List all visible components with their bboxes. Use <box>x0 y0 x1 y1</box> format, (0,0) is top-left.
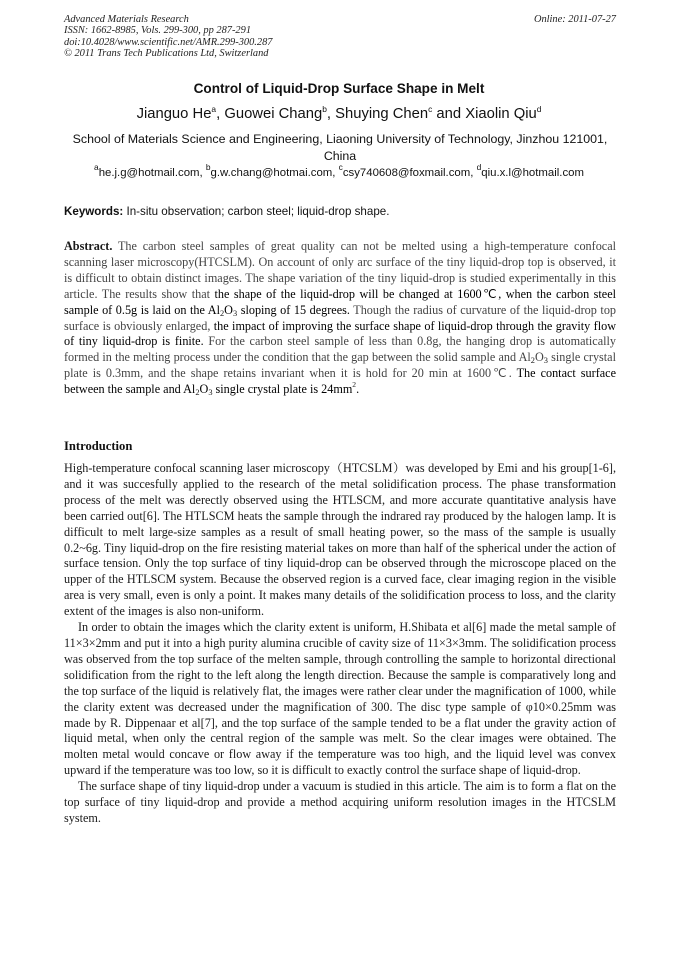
abstract-text: O <box>199 382 209 397</box>
author-mark: a <box>211 104 217 114</box>
author-mark: b <box>322 104 327 114</box>
abstract-text: single crystal plate is 0.3mm, and the shape retains invariant when it is hold for 20 min at 1600℃. <box>64 350 616 381</box>
journal-doi: doi:10.4028/www.scientific.net/AMR.299-300.287 <box>64 36 273 48</box>
email-address[interactable]: g.w.chang@hotmai.com <box>210 167 333 179</box>
keywords <box>64 205 616 219</box>
email-mark: a <box>94 162 99 172</box>
author-name: Guowei Chang <box>224 106 323 122</box>
paragraph: High-temperature confocal scanning laser microscopy（HTCSLM）was developed by Emi and his group[1-6], and it was succesfully applied to the research of the metal solidification process. The phase transformation process of the melt was derectly observed using the HTLSCM, and more accurate quantitative analysis have been carried out[6]. The HTLSCM heats the sample through the indrared ray produced by the halogen lamp. It is difficult to melt large-size samples as a result of small heating power, so the mass of the sample is usually 0.2~6g. Tiny liquid-drop on the fire resisting material takes on more than half of the spherical under the action of surface tension. Only the top surface of tiny liquid-drop can be observed through the microscope placed on the upper of the HTLSCM system. Because the observed region is a curved face, clear imaging region in the visible area is very small, even is only a point. It makes many details of the solidification process to loss, and the clarity extent of the images is also non-uniform. <box>64 461 616 619</box>
author-name: Jianguo He <box>136 106 212 122</box>
subscript: 2 <box>219 308 225 318</box>
email-address[interactable]: csy740608@foxmail.com <box>342 167 471 179</box>
email-list <box>0 162 678 180</box>
abstract-text: the shape of the liquid-drop will be changed at 1600℃, when the carbon steel sample of 0.5g is laid on the Al <box>64 286 616 317</box>
author-mark: d <box>536 104 542 114</box>
subscript: 3 <box>208 388 213 398</box>
introduction-body <box>64 461 616 827</box>
email-separator: , <box>470 167 477 179</box>
keywords-label: Keywords: <box>64 205 124 218</box>
abstract-text: single crystal plate is 24mm <box>212 382 353 397</box>
author-name: Xiaolin Qiu <box>465 106 537 122</box>
abstract-text: O <box>534 350 544 365</box>
author-name: Shuying Chen <box>335 106 429 122</box>
abstract-text: . <box>356 382 360 397</box>
author-list <box>0 105 678 123</box>
email-address[interactable]: qiu.x.l@hotmail.com <box>481 167 584 179</box>
author-mark: c <box>428 104 433 114</box>
abstract-text: the impact of improving the surface shape of liquid-drop through the gravity flow of tiny liquid-drop is finite. <box>64 318 616 349</box>
email-separator: , <box>332 167 339 179</box>
online-date: Online: 2011-07-27 <box>533 14 616 25</box>
author-separator: , <box>326 106 336 122</box>
section-heading: Introduction <box>64 439 133 453</box>
abstract-text: For the carbon steel sample of less than 0.8g, the hanging drop is automatically formed in the melting process under the condition that the gap between the solid sample and Al <box>64 334 616 365</box>
email-separator: , <box>199 167 206 179</box>
paper-title: Control of Liquid-Drop Surface Shape in Melt <box>193 81 485 96</box>
author-separator: and <box>432 106 466 122</box>
abstract-text: The carbon steel samples of great quality can not be melted using a high-temperature confocal scanning laser microscopy(HTCSLM). On account of only arc surface of the tiny liquid-drop top is observed, it is difficult to obtain distinct images. The shape variation of the tiny liquid-drop is studied experimentally in this article. The results show that <box>64 239 616 301</box>
paragraph: The surface shape of tiny liquid-drop under a vacuum is studied in this article. The aim is to form a flat on the top surface of tiny liquid-drop and provide a method acquiring uniform resolution images in the HTCSLM system. <box>64 779 616 825</box>
keywords-text: In-situ observation; carbon steel; liquid-drop shape. <box>123 205 390 218</box>
email-mark: b <box>205 162 211 172</box>
subscript: 2 <box>530 356 535 366</box>
journal-header <box>64 14 616 60</box>
journal-copyright: © 2011 Trans Tech Publications Ltd, Switzerland <box>64 48 269 60</box>
email-mark: c <box>338 162 343 172</box>
abstract-label: Abstract. <box>64 239 113 253</box>
superscript: 2 <box>352 380 357 390</box>
abstract-text: Though the radius of curvature of the liquid-drop top surface is obviously enlarged, <box>64 302 617 333</box>
subscript: 3 <box>232 308 238 318</box>
author-separator: , <box>216 106 225 122</box>
subscript: 2 <box>195 388 200 398</box>
abstract-text: The contact surface between the sample and Al <box>64 366 616 397</box>
journal-issn: ISSN: 1662-8985, Vols. 299-300, pp 287-291 <box>64 25 252 37</box>
subscript: 3 <box>543 356 548 366</box>
affiliation: School of Materials Science and Engineering, Liaoning University of Technology, Jinzhou 121001, China <box>72 132 608 163</box>
journal-name: Advanced Materials Research <box>64 14 189 25</box>
abstract-text: O <box>224 302 233 317</box>
abstract <box>64 239 616 398</box>
email-mark: d <box>476 162 482 172</box>
abstract-text: sloping of 15 degrees. <box>237 302 350 317</box>
paragraph: In order to obtain the images which the clarity extent is uniform, H.Shibata et al[6] made the metal sample of 11×3×2mm and put it into a high purity alumina crucible of cavity size of 11×3×3mm. The solidification process was observed from the top surface of the melten sample, through controlling the sample to horizontal directional solidification from the right to the left along the length direction. Because the sample is comparatively long and the top surface of the liquid is relatively flat, the images were rather clear under the magnification of 1000, while the clarity extent was decreased under the magnification of 300. The disc type sample of φ10×0.25mm was made by R. Dippenaar et al[7], and the top surface of the sample tended to be a flat under the gravity action of liquid metal, when only the central region of the sample was melt. So the clear images were obtained. The molten metal would concave or flow away if the temperature was too high, and the liquid level was convex upward if the temperature was too low, so it is difficult to exactly control the surface shape of liquid-drop. <box>64 620 616 778</box>
email-address[interactable]: he.j.g@hotmail.com <box>98 167 200 179</box>
